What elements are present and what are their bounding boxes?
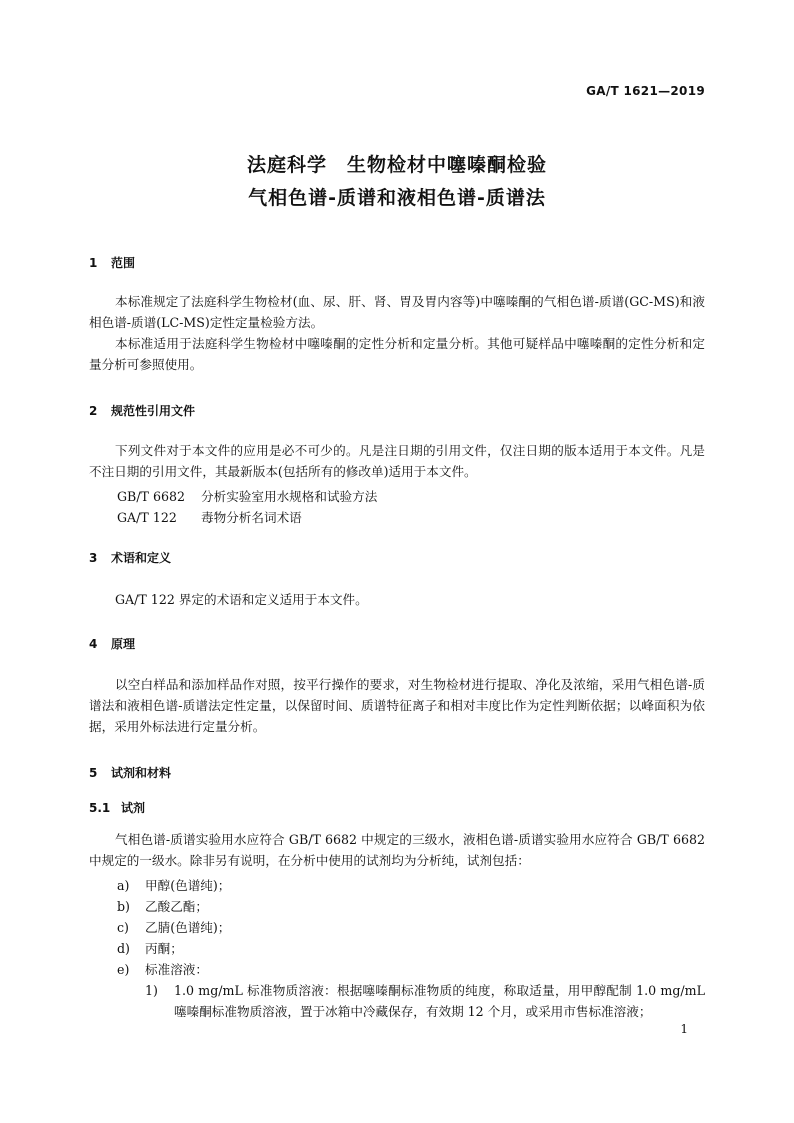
reference-code: GB/T 6682 — [117, 489, 186, 504]
reference-title: 毒物分析名词术语 — [201, 510, 302, 525]
document-title-line2: 气相色谱-质谱和液相色谱-质谱法 — [248, 187, 546, 209]
subsection-title: 试剂 — [121, 801, 146, 815]
page-number: 1 — [680, 1022, 688, 1036]
section-4-paragraph-1: 以空白样品和添加样品作对照，按平行操作的要求，对生物检材进行提取、净化及浓缩，采用气相色谱-质谱法和液相色谱-质谱法定性定量，以保留时间、质谱特征离子和相对丰度比作为定性判断依据；以峰面积为依据，采用外标法进行定量分析。 — [89, 677, 705, 734]
reference-title: 分析实验室用水规格和试验方法 — [201, 489, 378, 504]
section-1-paragraph-2: 本标准适用于法庭科学生物检材中噻嗪酮的定性分析和定量分析。其他可疑样品中噻嗪酮的定性分析和定量分析可参照使用。 — [89, 336, 705, 372]
section-title: 范围 — [111, 256, 136, 270]
normative-reference — [117, 507, 302, 526]
section-title: 术语和定义 — [111, 551, 172, 565]
section-number: 5 — [89, 766, 98, 780]
sub-list-item-label: 1) — [145, 983, 158, 998]
section-number: 4 — [89, 637, 98, 651]
document-title-line1: 法庭科学 生物检材中噻嗪酮检验 — [246, 154, 547, 176]
section-title: 规范性引用文件 — [111, 404, 196, 418]
section-5-heading — [89, 764, 171, 781]
subsection-number: 5.1 — [89, 801, 111, 815]
list-item-text: 甲醇(色谱纯)； — [145, 878, 231, 893]
section-title: 原理 — [111, 637, 136, 651]
section-5-1-heading — [89, 799, 145, 816]
list-item — [117, 959, 208, 978]
section-3-paragraph-1: GA/T 122 界定的术语和定义适用于本文件。 — [115, 592, 368, 607]
list-item-label: e) — [117, 962, 130, 977]
section-number: 3 — [89, 551, 98, 565]
list-item — [117, 875, 230, 894]
list-item — [117, 917, 230, 936]
reference-code: GA/T 122 — [117, 510, 177, 525]
list-item-text: 乙腈(色谱纯)； — [145, 920, 231, 935]
list-item-label: b) — [117, 899, 130, 914]
section-3-heading — [89, 549, 171, 566]
section-number: 2 — [89, 404, 98, 418]
section-1-heading — [89, 254, 135, 271]
list-item-text: 标准溶液： — [145, 962, 208, 977]
list-item-label: a) — [117, 878, 130, 893]
list-item-text: 乙酸乙酯； — [145, 899, 208, 914]
standard-code: GA/T 1621—2019 — [586, 84, 705, 98]
section-2-paragraph-1: 下列文件对于本文件的应用是必不可少的。凡是注日期的引用文件，仅注日期的版本适用于本文件。凡是不注日期的引用文件，其最新版本(包括所有的修改单)适用于本文件。 — [89, 443, 705, 479]
section-number: 1 — [89, 256, 98, 270]
normative-reference — [117, 486, 377, 505]
section-1-paragraph-1: 本标准规定了法庭科学生物检材(血、尿、肝、肾、胃及胃内容等)中噻嗪酮的气相色谱-质谱(GC-MS)和液相色谱-质谱(LC-MS)定性定量检验方法。 — [89, 294, 705, 330]
section-5-1-paragraph-1: 气相色谱-质谱实验用水应符合 GB/T 6682 中规定的三级水，液相色谱-质谱实验用水应符合 GB/T 6682 中规定的一级水。除非另有说明，在分析中使用的试剂均为分析纯，试剂包括： — [89, 832, 705, 868]
list-item-label: c) — [117, 920, 129, 935]
section-title: 试剂和材料 — [111, 766, 172, 780]
list-item — [117, 896, 208, 915]
list-item-label: d) — [117, 941, 130, 956]
list-item-text: 丙酮； — [145, 941, 183, 956]
sub-list-item-text: 1.0 mg/mL 标准物质溶液：根据噻嗪酮标准物质的纯度，称取适量，用甲醇配制 1.0 mg/mL 噻嗪酮标准物质溶液，置于冰箱中冷藏保存，有效期 12 个月，或采用市售标准溶液； — [174, 983, 705, 1019]
list-item — [117, 938, 183, 957]
section-4-heading — [89, 635, 135, 652]
sub-list-item — [145, 980, 705, 1022]
section-2-heading — [89, 402, 195, 419]
